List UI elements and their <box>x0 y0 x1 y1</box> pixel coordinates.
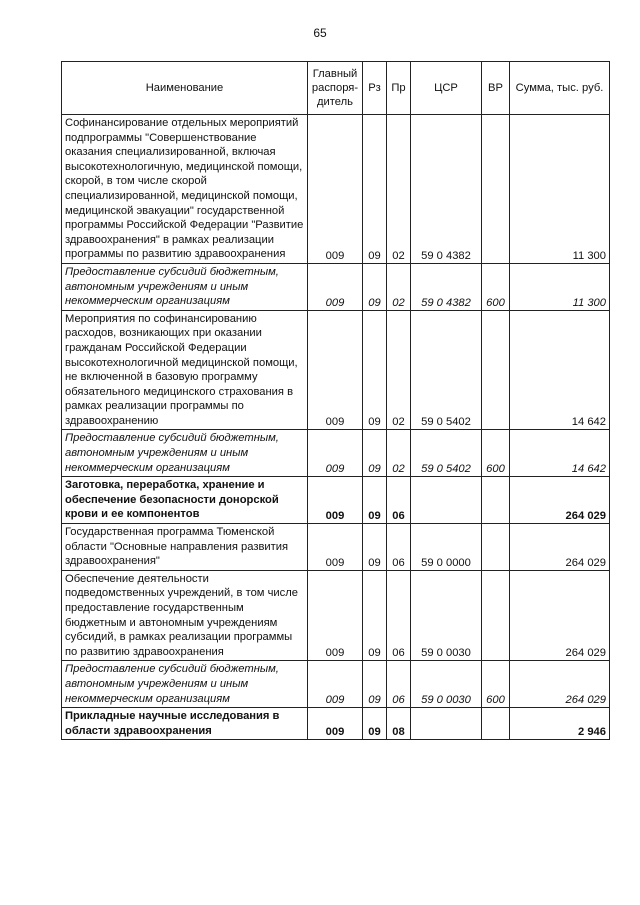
row-main-manager: 009 <box>308 477 363 524</box>
row-main-manager: 009 <box>308 570 363 661</box>
row-vr: 600 <box>482 263 510 310</box>
budget-table <box>61 61 610 740</box>
row-main-manager: 009 <box>308 661 363 708</box>
header-main-manager: Главный распоря-дитель <box>308 62 363 115</box>
row-rz: 09 <box>363 115 387 264</box>
row-pr: 02 <box>387 263 411 310</box>
row-vr <box>482 524 510 571</box>
row-sum: 14 642 <box>510 310 610 430</box>
header-sum: Сумма, тыс. руб. <box>510 62 610 115</box>
row-csr <box>411 477 482 524</box>
row-name: Прикладные научные исследования в области здравоохранения <box>62 708 308 740</box>
row-pr: 06 <box>387 570 411 661</box>
row-pr: 02 <box>387 115 411 264</box>
row-name: Государственная программа Тюменской области "Основные направления развития здравоохранения" <box>62 524 308 571</box>
row-pr: 06 <box>387 524 411 571</box>
table-row <box>62 570 610 661</box>
row-sum: 11 300 <box>510 115 610 264</box>
row-csr: 59 0 4382 <box>411 115 482 264</box>
row-rz: 09 <box>363 570 387 661</box>
row-name: Мероприятия по софинансированию расходов, возникающих при оказании гражданам Российской Федерации высокотехнологичной медицинской помощи, не включенной в базовую программу обязательного медицинского страхования в рамках реализации программы по здравоохранению <box>62 310 308 430</box>
row-pr: 06 <box>387 477 411 524</box>
header-pr: Пр <box>387 62 411 115</box>
row-pr: 06 <box>387 661 411 708</box>
row-sum: 14 642 <box>510 430 610 477</box>
table-row <box>62 115 610 264</box>
header-vr: ВР <box>482 62 510 115</box>
row-main-manager: 009 <box>308 310 363 430</box>
row-sum: 264 029 <box>510 524 610 571</box>
table-row <box>62 477 610 524</box>
row-csr <box>411 708 482 740</box>
table-row <box>62 524 610 571</box>
row-vr <box>482 570 510 661</box>
table-row <box>62 708 610 740</box>
row-main-manager: 009 <box>308 708 363 740</box>
row-sum: 264 029 <box>510 570 610 661</box>
row-rz: 09 <box>363 477 387 524</box>
row-name: Заготовка, переработка, хранение и обеспечение безопасности донорской крови и ее компонентов <box>62 477 308 524</box>
row-main-manager: 009 <box>308 115 363 264</box>
row-rz: 09 <box>363 661 387 708</box>
row-csr: 59 0 0030 <box>411 661 482 708</box>
row-vr <box>482 115 510 264</box>
row-csr: 59 0 5402 <box>411 430 482 477</box>
table-body <box>62 115 610 740</box>
row-name: Предоставление субсидий бюджетным, автономным учреждениям и иным некоммерческим организациям <box>62 661 308 708</box>
row-vr <box>482 708 510 740</box>
table-row <box>62 661 610 708</box>
row-rz: 09 <box>363 310 387 430</box>
row-sum: 11 300 <box>510 263 610 310</box>
row-csr: 59 0 0000 <box>411 524 482 571</box>
row-vr <box>482 310 510 430</box>
header-row <box>62 62 610 115</box>
row-csr: 59 0 4382 <box>411 263 482 310</box>
row-main-manager: 009 <box>308 263 363 310</box>
row-name: Обеспечение деятельности подведомственных учреждений, в том числе предоставление государственным бюджетным и автономным учреждениям субсидий, в рамках реализации программы по развитию здравоохранения <box>62 570 308 661</box>
row-csr: 59 0 5402 <box>411 310 482 430</box>
row-main-manager: 009 <box>308 524 363 571</box>
row-vr: 600 <box>482 661 510 708</box>
row-vr: 600 <box>482 430 510 477</box>
row-rz: 09 <box>363 708 387 740</box>
header-name: Наименование <box>62 62 308 115</box>
row-csr: 59 0 0030 <box>411 570 482 661</box>
row-main-manager: 009 <box>308 430 363 477</box>
table-row <box>62 430 610 477</box>
row-pr: 02 <box>387 310 411 430</box>
row-sum: 2 946 <box>510 708 610 740</box>
page-number: 65 <box>313 26 327 40</box>
row-vr <box>482 477 510 524</box>
row-name: Софинансирование отдельных мероприятий подпрограммы "Совершенствование оказания специализированной, включая высокотехнологичную, медицинской помощи, скорой, в том числе скорой специализированной, медицинской помощи, медицинской эвакуации" государственной программы Российской Федерации "Развитие здравоохранения" в рамках реализации программы по развитию здравоохранения <box>62 115 308 264</box>
table-row <box>62 310 610 430</box>
row-name: Предоставление субсидий бюджетным, автономным учреждениям и иным некоммерческим организациям <box>62 430 308 477</box>
header-rz: Рз <box>363 62 387 115</box>
table-row <box>62 263 610 310</box>
row-sum: 264 029 <box>510 661 610 708</box>
row-rz: 09 <box>363 524 387 571</box>
row-pr: 08 <box>387 708 411 740</box>
row-sum: 264 029 <box>510 477 610 524</box>
row-pr: 02 <box>387 430 411 477</box>
row-rz: 09 <box>363 430 387 477</box>
row-rz: 09 <box>363 263 387 310</box>
header-csr: ЦСР <box>411 62 482 115</box>
row-name: Предоставление субсидий бюджетным, автономным учреждениям и иным некоммерческим организациям <box>62 263 308 310</box>
